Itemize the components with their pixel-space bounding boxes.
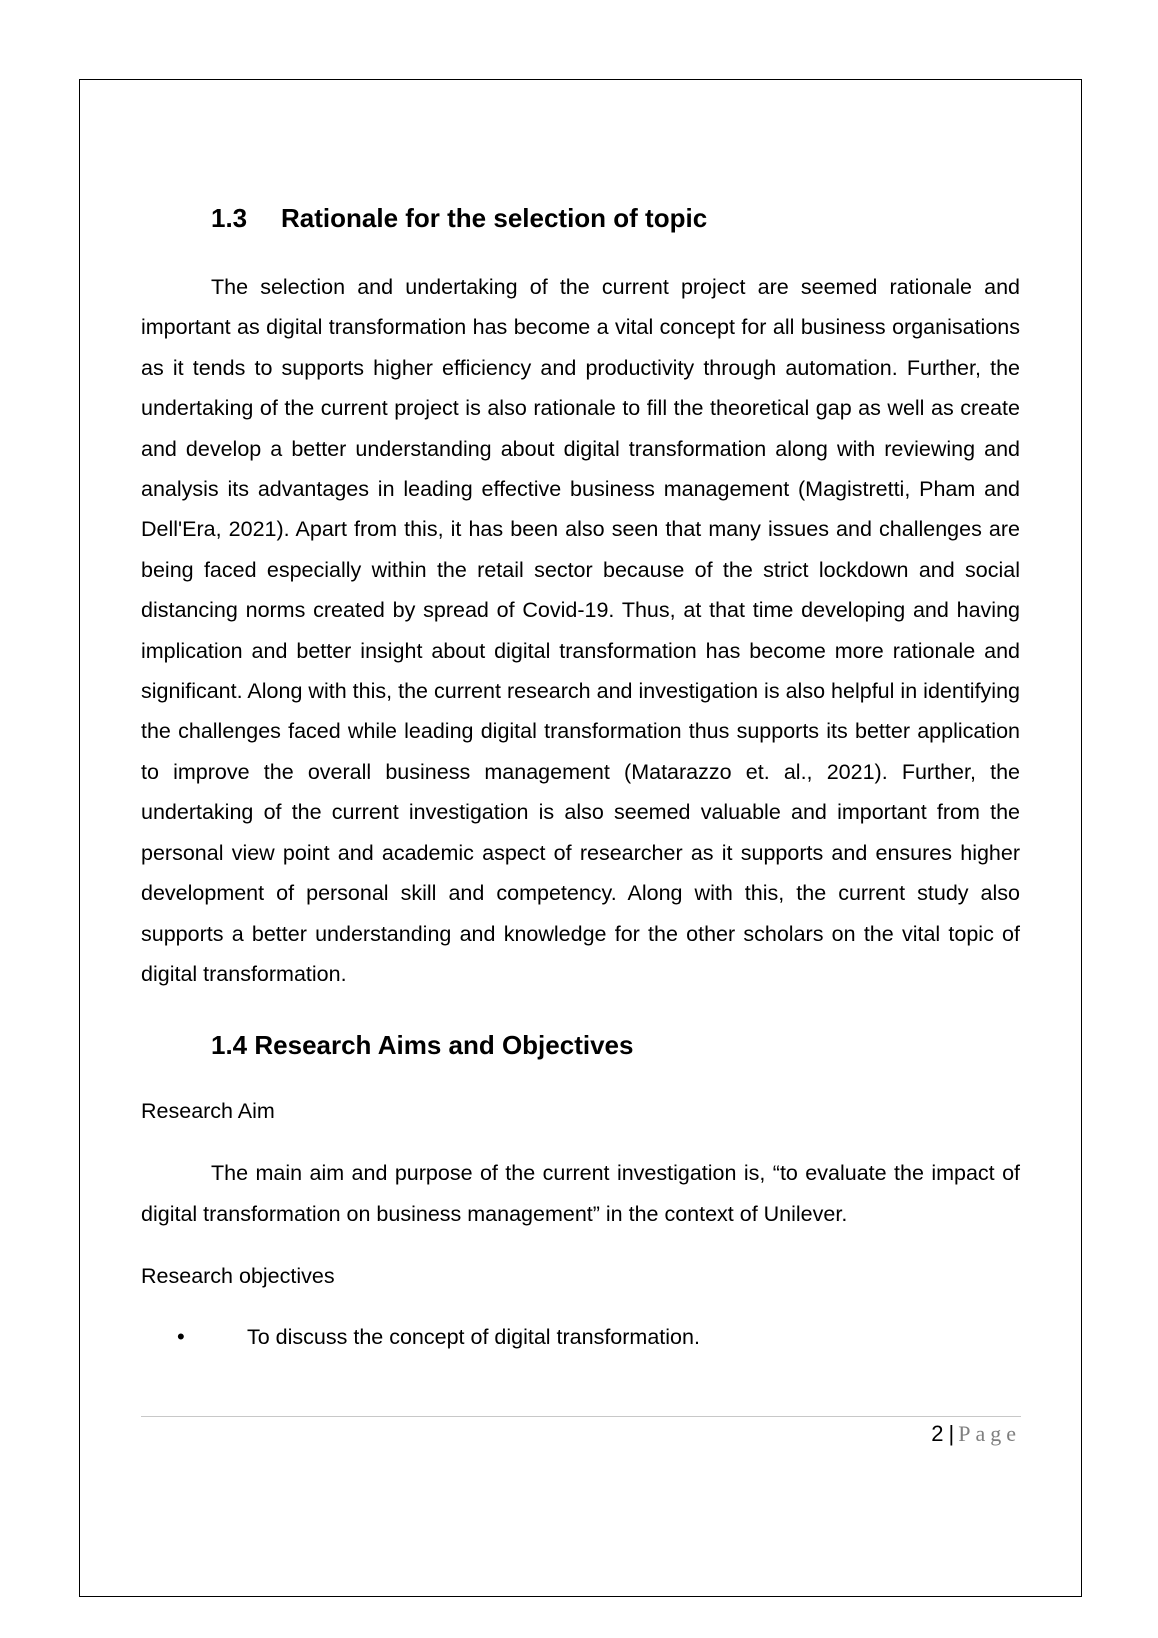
footer-separator: | xyxy=(948,1421,955,1446)
section-title: Rationale for the selection of topic xyxy=(281,203,708,233)
bullet-icon: • xyxy=(177,1324,185,1350)
page-label: Page xyxy=(958,1421,1021,1446)
footer-divider xyxy=(141,1416,1021,1417)
research-aim-paragraph: The main aim and purpose of the current investigation is, “to evaluate the impact of digital transformation on business management” in the context of Unilever. xyxy=(141,1161,1020,1226)
research-objectives-label: Research objectives xyxy=(141,1264,335,1289)
objectives-list xyxy=(141,1321,1020,1353)
section-number: 1.3 xyxy=(211,203,248,233)
objective-text: To discuss the concept of digital transformation. xyxy=(247,1325,700,1350)
section-heading-1-4: 1.4 Research Aims and Objectives xyxy=(211,1030,634,1061)
rationale-paragraph: The selection and undertaking of the current project are seemed rationale and important as digital transformation has become a vital concept for all business organisations as it tends to supports higher efficiency and productivity through automation. Further, the undertaking of the current project is also rationale to fill the theoretical gap as well as create and develop a better understanding about digital transformation along with reviewing and analysis its advantages in leading effective business management (Magistretti, Pham and Dell'Era, 2021). Apart from this, it has been also seen that many issues and challenges are being faced especially within the retail sector because of the strict lockdown and social distancing norms created by spread of Covid-19. Thus, at that time developing and having implication and better insight about digital transformation has become more rationale and significant. Along with this, the current research and investigation is also helpful in identifying the challenges faced while leading digital transformation thus supports its better application to improve the overall business management (Matarazzo et. al., 2021). Further, the undertaking of the current investigation is also seemed valuable and important from the personal view point and academic aspect of researcher as it supports and ensures higher development of personal skill and competency. Along with this, the current study also supports a better understanding and knowledge for the other scholars on the vital topic of digital transformation. xyxy=(141,275,1020,986)
page-number: 2 xyxy=(931,1421,944,1446)
list-item xyxy=(141,1321,1020,1353)
page-footer xyxy=(931,1419,1021,1449)
document-body xyxy=(141,202,1020,1353)
section-heading-1-3 xyxy=(141,202,1020,234)
research-aim-label: Research Aim xyxy=(141,1099,275,1124)
